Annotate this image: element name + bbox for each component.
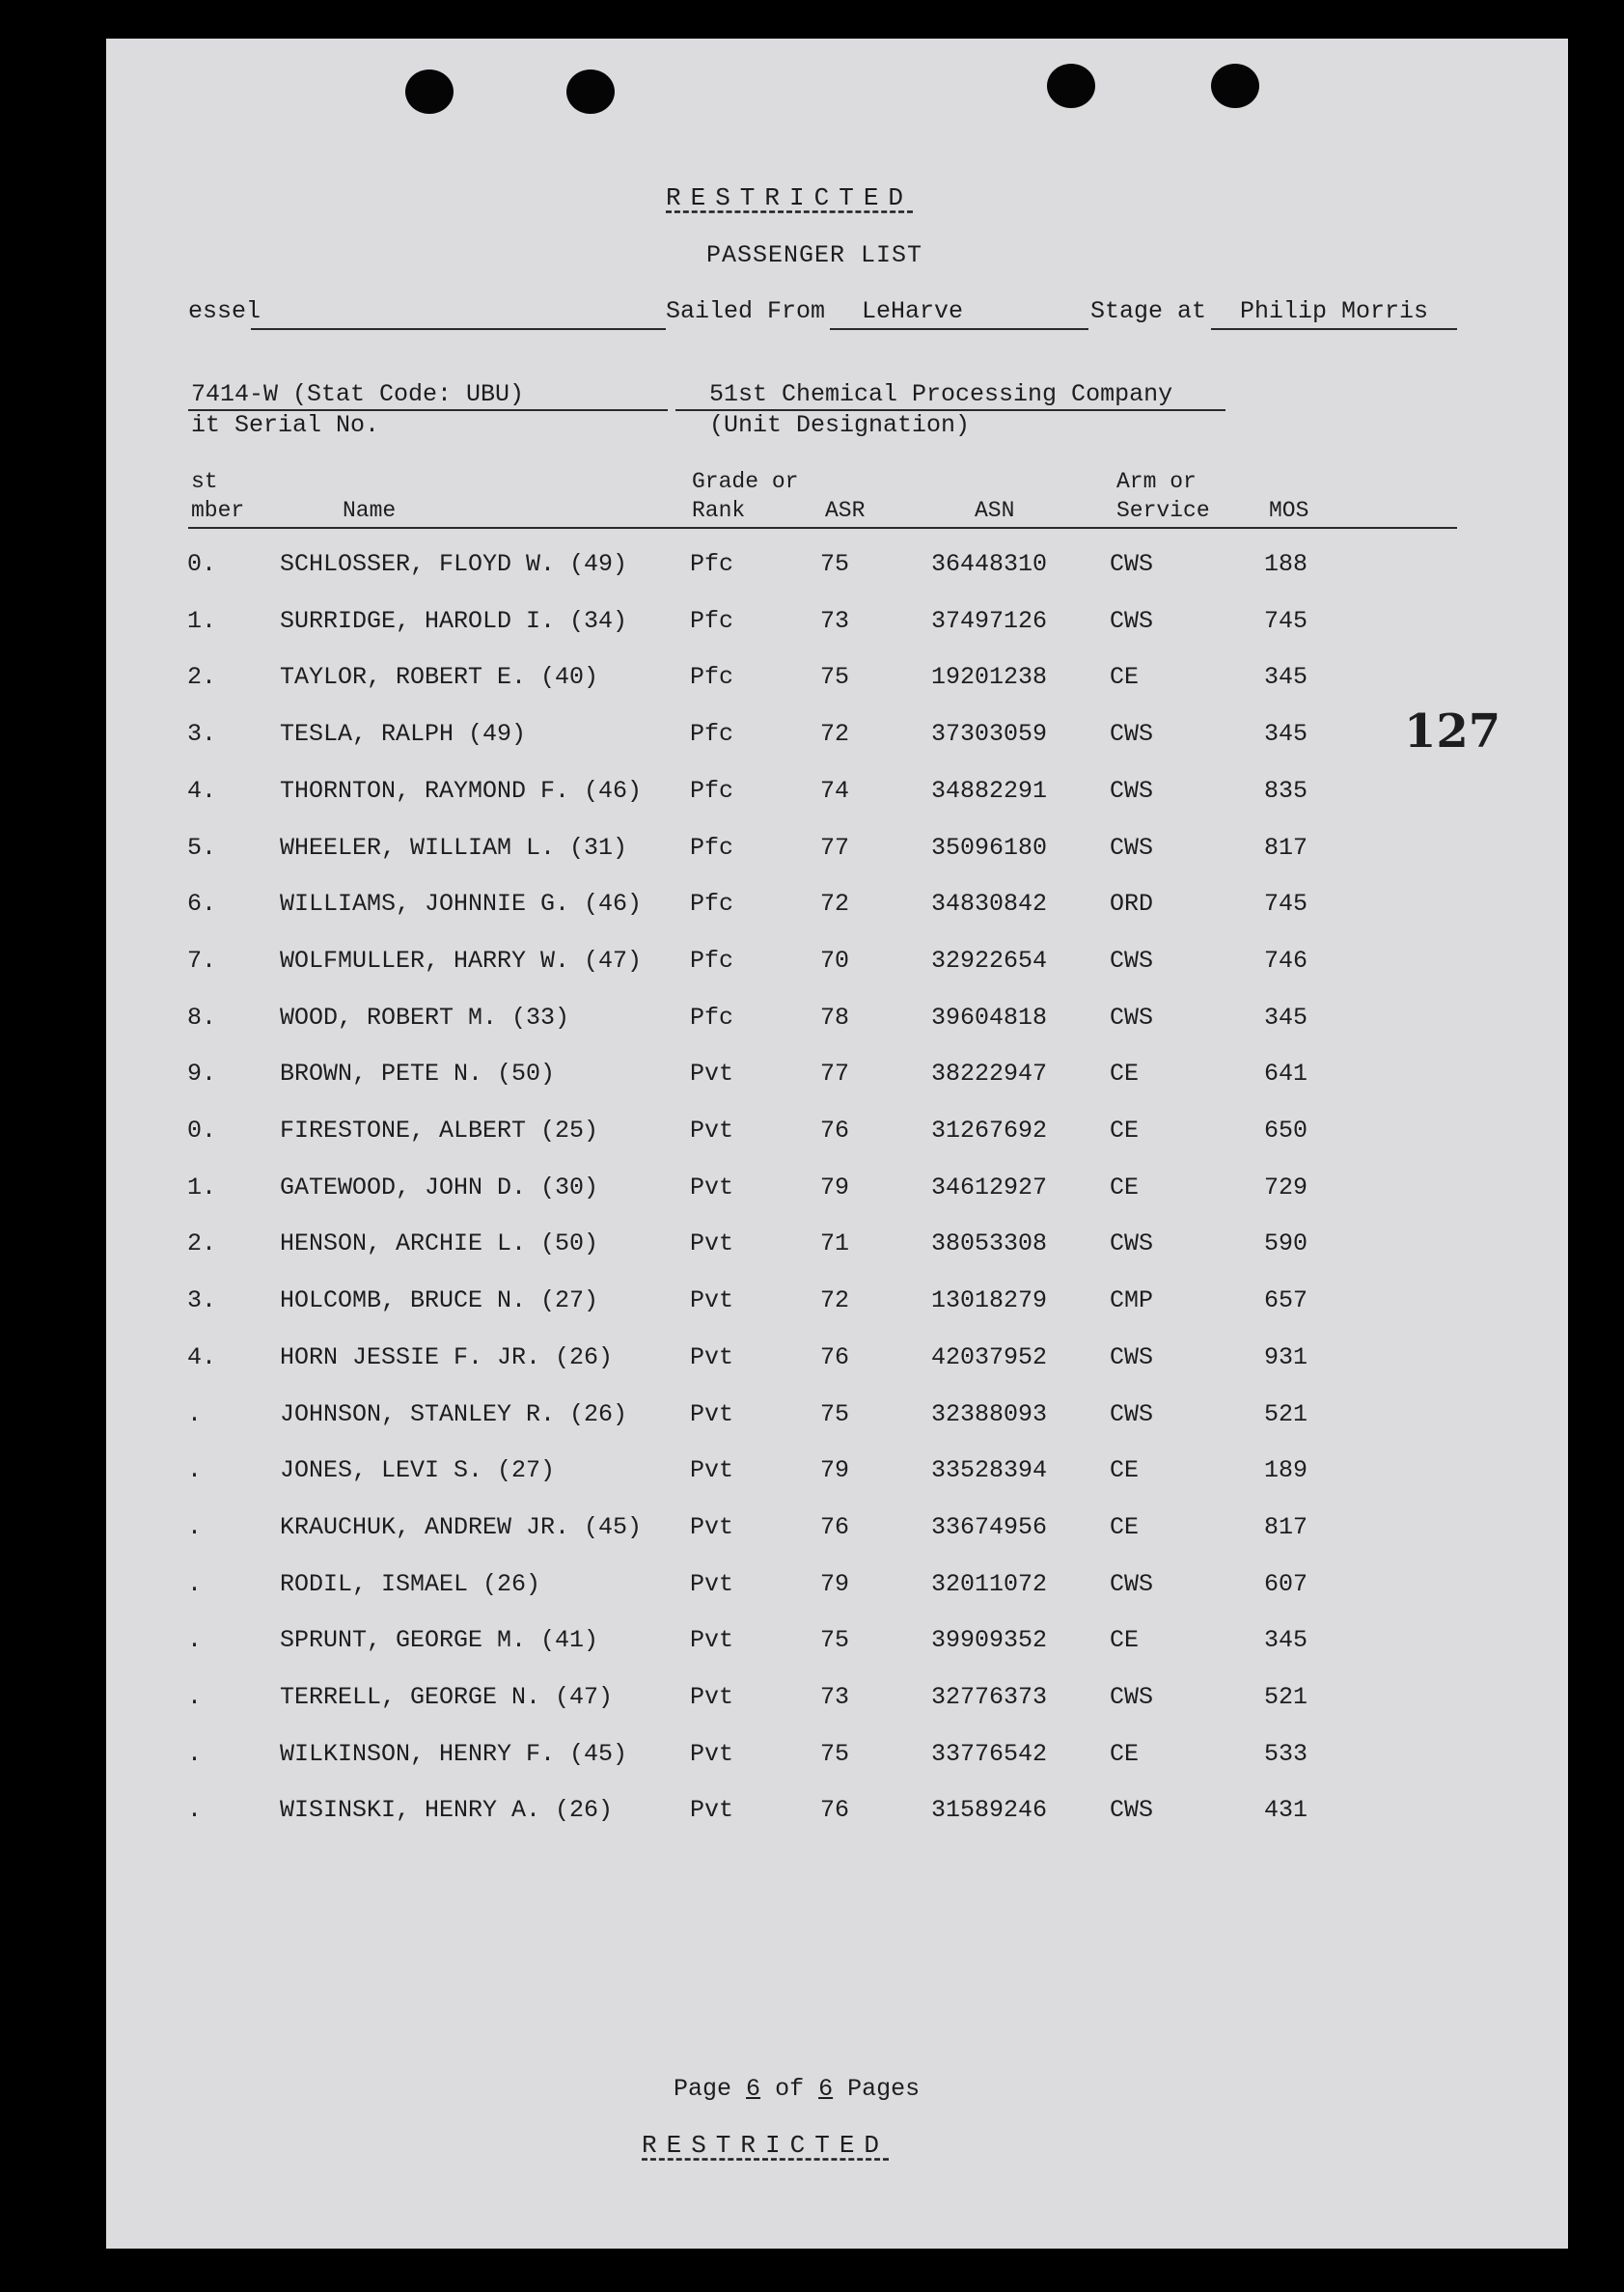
arm-service: CWS (1110, 1569, 1154, 1598)
unit-serial-value: 7414-W (Stat Code: UBU) (191, 380, 525, 408)
row-number: 5. (187, 833, 217, 862)
row-number: 8. (187, 1003, 217, 1032)
arm-service: CMP (1110, 1286, 1154, 1315)
page-total: 6 (818, 2075, 834, 2103)
asr-score: 77 (820, 1060, 850, 1089)
row-number: 9. (187, 1060, 217, 1089)
arm-service: CE (1110, 663, 1140, 692)
col-grade-header (692, 467, 798, 525)
arm-service: CWS (1110, 776, 1154, 805)
mos-code: 345 (1264, 1003, 1308, 1032)
arm-service: CWS (1110, 720, 1154, 749)
table-row (106, 1626, 1568, 1665)
army-serial-number: 37303059 (931, 720, 1048, 749)
header-rule (188, 527, 1457, 529)
vessel-label: essel (188, 297, 261, 325)
mos-code: 817 (1264, 1512, 1308, 1541)
table-row (106, 1117, 1568, 1155)
table-row (106, 1400, 1568, 1439)
punch-hole (405, 69, 454, 114)
col-number-line1: st (191, 469, 218, 494)
stamped-page-number: 127 (1404, 704, 1501, 759)
arm-service: CWS (1110, 1399, 1154, 1428)
row-number: 2. (187, 663, 217, 692)
arm-service: CE (1110, 1173, 1140, 1201)
passenger-name: SCHLOSSER, FLOYD W. (49) (280, 550, 628, 578)
army-serial-number: 34830842 (931, 890, 1048, 919)
arm-service: CWS (1110, 1342, 1154, 1371)
army-serial-number: 19201238 (931, 663, 1048, 692)
army-serial-number: 33528394 (931, 1456, 1048, 1485)
grade-rank: Pvt (690, 1286, 734, 1315)
arm-service: CWS (1110, 1796, 1154, 1825)
passenger-name: WILKINSON, HENRY F. (45) (280, 1739, 628, 1768)
sailed-from-value: LeHarve (862, 297, 964, 325)
grade-rank: Pvt (690, 1626, 734, 1655)
asr-score: 76 (820, 1342, 850, 1371)
row-number: . (187, 1399, 203, 1428)
col-grade-line1: Grade or (692, 469, 799, 494)
grade-rank: Pvt (690, 1739, 734, 1768)
grade-rank: Pvt (690, 1342, 734, 1371)
passenger-name: RODIL, ISMAEL (26) (280, 1569, 541, 1598)
mos-code: 345 (1264, 663, 1308, 692)
mos-code: 188 (1264, 550, 1308, 578)
row-number: . (187, 1796, 203, 1825)
table-row (106, 1513, 1568, 1552)
table-row (106, 550, 1568, 589)
army-serial-number: 32388093 (931, 1399, 1048, 1428)
asr-score: 76 (820, 1796, 850, 1825)
restricted-footer: RESTRICTED (642, 2131, 890, 2160)
asr-score: 75 (820, 1626, 850, 1655)
army-serial-number: 31267692 (931, 1117, 1048, 1145)
row-number: 3. (187, 720, 217, 749)
mos-code: 745 (1264, 606, 1308, 635)
arm-service: CWS (1110, 946, 1154, 975)
arm-service: CE (1110, 1060, 1140, 1089)
col-grade-line2: Rank (692, 498, 746, 523)
passenger-name: WISINSKI, HENRY A. (26) (280, 1796, 614, 1825)
passenger-name: SPRUNT, GEORGE M. (41) (280, 1626, 599, 1655)
grade-rank: Pvt (690, 1512, 734, 1541)
mos-code: 521 (1264, 1683, 1308, 1711)
col-number-line2: mber (191, 498, 245, 523)
army-serial-number: 36448310 (931, 550, 1048, 578)
mos-code: 345 (1264, 720, 1308, 749)
grade-rank: Pvt (690, 1117, 734, 1145)
table-row (106, 1683, 1568, 1722)
passenger-name: TERRELL, GEORGE N. (47) (280, 1683, 614, 1711)
mos-code: 729 (1264, 1173, 1308, 1201)
grade-rank: Pvt (690, 1683, 734, 1711)
arm-service: CE (1110, 1512, 1140, 1541)
mos-code: 657 (1264, 1286, 1308, 1315)
arm-service: CE (1110, 1739, 1140, 1768)
mos-code: 650 (1264, 1117, 1308, 1145)
army-serial-number: 32011072 (931, 1569, 1048, 1598)
asr-score: 75 (820, 663, 850, 692)
table-row (106, 1174, 1568, 1212)
mos-code: 746 (1264, 946, 1308, 975)
document-page (106, 39, 1568, 2249)
table-row (106, 1229, 1568, 1268)
arm-service: CWS (1110, 1003, 1154, 1032)
row-number: 3. (187, 1286, 217, 1315)
unit-designation-value: 51st Chemical Processing Company (709, 380, 1173, 408)
grade-rank: Pfc (690, 946, 734, 975)
arm-service: CWS (1110, 1683, 1154, 1711)
restricted-title: RESTRICTED (666, 183, 914, 212)
arm-service: ORD (1110, 890, 1154, 919)
table-row (106, 1286, 1568, 1325)
row-number: 7. (187, 946, 217, 975)
asr-score: 75 (820, 1399, 850, 1428)
army-serial-number: 33674956 (931, 1512, 1048, 1541)
col-arm-line2: Service (1116, 498, 1210, 523)
passenger-list-title: PASSENGER LIST (706, 241, 923, 269)
mos-code: 745 (1264, 890, 1308, 919)
mos-code: 521 (1264, 1399, 1308, 1428)
grade-rank: Pfc (690, 833, 734, 862)
mos-code: 590 (1264, 1229, 1308, 1258)
passenger-name: THORNTON, RAYMOND F. (46) (280, 776, 643, 805)
page-current: 6 (746, 2075, 761, 2103)
col-number-header (191, 467, 244, 525)
row-number: 0. (187, 550, 217, 578)
army-serial-number: 34612927 (931, 1173, 1048, 1201)
row-number: . (187, 1569, 203, 1598)
stage-at-line (1211, 328, 1457, 330)
asr-score: 75 (820, 550, 850, 578)
grade-rank: Pvt (690, 1173, 734, 1201)
row-number: . (187, 1512, 203, 1541)
table-row (106, 1570, 1568, 1609)
passenger-name: GATEWOOD, JOHN D. (30) (280, 1173, 599, 1201)
page-label: Page (674, 2075, 732, 2103)
asr-score: 72 (820, 890, 850, 919)
grade-rank: Pfc (690, 776, 734, 805)
vessel-line (251, 328, 666, 330)
row-number: 1. (187, 1173, 217, 1201)
row-number: 6. (187, 890, 217, 919)
col-asr-header: ASR (825, 498, 866, 523)
passenger-name: FIRESTONE, ALBERT (25) (280, 1117, 599, 1145)
passenger-name: BROWN, PETE N. (50) (280, 1060, 556, 1089)
army-serial-number: 34882291 (931, 776, 1048, 805)
grade-rank: Pvt (690, 1399, 734, 1428)
punch-hole (1047, 64, 1095, 108)
stage-at-value: Philip Morris (1240, 297, 1429, 325)
table-row (106, 1004, 1568, 1042)
col-mos-header: MOS (1269, 498, 1309, 523)
row-number: 4. (187, 776, 217, 805)
mos-code: 817 (1264, 833, 1308, 862)
of-label: of (775, 2075, 805, 2103)
sailed-from-label: Sailed From (666, 297, 826, 325)
army-serial-number: 42037952 (931, 1342, 1048, 1371)
arm-service: CWS (1110, 606, 1154, 635)
grade-rank: Pvt (690, 1229, 734, 1258)
arm-service: CE (1110, 1626, 1140, 1655)
asr-score: 76 (820, 1117, 850, 1145)
asr-score: 79 (820, 1569, 850, 1598)
row-number: 0. (187, 1117, 217, 1145)
grade-rank: Pvt (690, 1060, 734, 1089)
asr-score: 78 (820, 1003, 850, 1032)
table-row (106, 1456, 1568, 1495)
grade-rank: Pvt (690, 1796, 734, 1825)
asr-score: 72 (820, 1286, 850, 1315)
sailed-from-line (830, 328, 1088, 330)
col-arm-line1: Arm or (1116, 469, 1197, 494)
row-number: 4. (187, 1342, 217, 1371)
table-row (106, 1796, 1568, 1835)
passenger-name: WOOD, ROBERT M. (33) (280, 1003, 570, 1032)
asr-score: 73 (820, 606, 850, 635)
mos-code: 533 (1264, 1739, 1308, 1768)
table-row (106, 720, 1568, 759)
grade-rank: Pfc (690, 890, 734, 919)
mos-code: 345 (1264, 1626, 1308, 1655)
grade-rank: Pvt (690, 1456, 734, 1485)
passenger-name: TESLA, RALPH (49) (280, 720, 527, 749)
passenger-name: WHEELER, WILLIAM L. (31) (280, 833, 628, 862)
table-row (106, 1343, 1568, 1382)
grade-rank: Pfc (690, 1003, 734, 1032)
grade-rank: Pfc (690, 606, 734, 635)
army-serial-number: 38222947 (931, 1060, 1048, 1089)
passenger-name: WILLIAMS, JOHNNIE G. (46) (280, 890, 643, 919)
passenger-name: HORN JESSIE F. JR. (26) (280, 1342, 614, 1371)
arm-service: CE (1110, 1117, 1140, 1145)
arm-service: CE (1110, 1456, 1140, 1485)
asr-score: 76 (820, 1512, 850, 1541)
asr-score: 75 (820, 1739, 850, 1768)
mos-code: 607 (1264, 1569, 1308, 1598)
army-serial-number: 39604818 (931, 1003, 1048, 1032)
row-number: 1. (187, 606, 217, 635)
arm-service: CWS (1110, 1229, 1154, 1258)
passenger-name: JOHNSON, STANLEY R. (26) (280, 1399, 628, 1428)
mos-code: 431 (1264, 1796, 1308, 1825)
row-number: . (187, 1683, 203, 1711)
asr-score: 79 (820, 1456, 850, 1485)
col-arm-header (1116, 467, 1210, 525)
col-name-header: Name (343, 498, 397, 523)
army-serial-number: 35096180 (931, 833, 1048, 862)
army-serial-number: 39909352 (931, 1626, 1048, 1655)
table-row (106, 890, 1568, 928)
asr-score: 74 (820, 776, 850, 805)
table-row (106, 1740, 1568, 1779)
unit-serial-label: it Serial No. (191, 411, 380, 439)
row-number: . (187, 1739, 203, 1768)
passenger-name: KRAUCHUK, ANDREW JR. (45) (280, 1512, 643, 1541)
grade-rank: Pfc (690, 720, 734, 749)
table-row (106, 1060, 1568, 1098)
army-serial-number: 37497126 (931, 606, 1048, 635)
punch-hole (566, 69, 615, 114)
passenger-name: HENSON, ARCHIE L. (50) (280, 1229, 599, 1258)
row-number: . (187, 1456, 203, 1485)
passenger-name: WOLFMULLER, HARRY W. (47) (280, 946, 643, 975)
grade-rank: Pvt (690, 1569, 734, 1598)
passenger-name: JONES, LEVI S. (27) (280, 1456, 556, 1485)
asr-score: 77 (820, 833, 850, 862)
table-row (106, 834, 1568, 872)
row-number: 2. (187, 1229, 217, 1258)
army-serial-number: 13018279 (931, 1286, 1048, 1315)
table-row (106, 607, 1568, 646)
army-serial-number: 32922654 (931, 946, 1048, 975)
punch-hole (1211, 64, 1259, 108)
passenger-name: HOLCOMB, BRUCE N. (27) (280, 1286, 599, 1315)
asr-score: 71 (820, 1229, 850, 1258)
table-row (106, 777, 1568, 815)
army-serial-number: 31589246 (931, 1796, 1048, 1825)
asr-score: 79 (820, 1173, 850, 1201)
unit-designation-label: (Unit Designation) (709, 411, 971, 439)
grade-rank: Pfc (690, 550, 734, 578)
arm-service: CWS (1110, 833, 1154, 862)
asr-score: 73 (820, 1683, 850, 1711)
passenger-name: SURRIDGE, HAROLD I. (34) (280, 606, 628, 635)
pages-label: Pages (847, 2075, 921, 2103)
grade-rank: Pfc (690, 663, 734, 692)
asr-score: 72 (820, 720, 850, 749)
mos-code: 189 (1264, 1456, 1308, 1485)
stage-at-label: Stage at (1090, 297, 1207, 325)
arm-service: CWS (1110, 550, 1154, 578)
row-number: . (187, 1626, 203, 1655)
mos-code: 835 (1264, 776, 1308, 805)
army-serial-number: 38053308 (931, 1229, 1048, 1258)
col-asn-header: ASN (975, 498, 1015, 523)
table-row (106, 947, 1568, 985)
passenger-name: TAYLOR, ROBERT E. (40) (280, 663, 599, 692)
table-row (106, 663, 1568, 702)
army-serial-number: 32776373 (931, 1683, 1048, 1711)
asr-score: 70 (820, 946, 850, 975)
page-indicator (674, 2075, 920, 2103)
mos-code: 931 (1264, 1342, 1308, 1371)
mos-code: 641 (1264, 1060, 1308, 1089)
army-serial-number: 33776542 (931, 1739, 1048, 1768)
